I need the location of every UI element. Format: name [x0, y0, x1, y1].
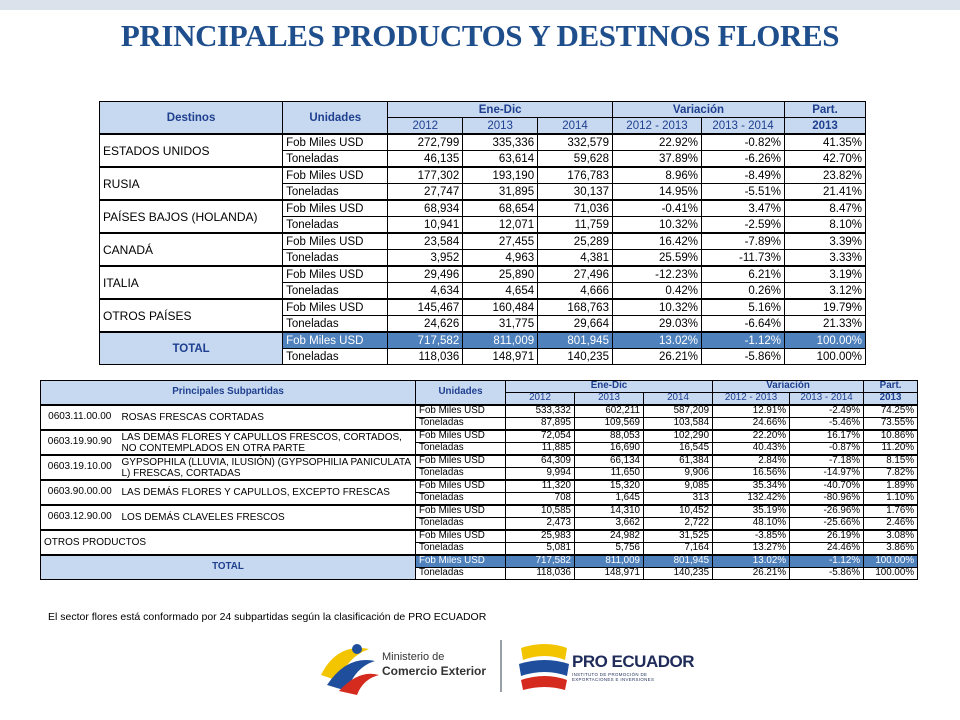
value-2013: 811,009: [463, 332, 538, 349]
header-var-2013-2014: 2013 - 2014: [702, 118, 785, 135]
value-2013: 15,320: [575, 480, 644, 493]
value-2012: 717,582: [388, 332, 463, 349]
value-2013: 66,134: [575, 455, 644, 468]
var-2013-2014: -7.89%: [702, 233, 785, 250]
subpartida-description: LAS DEMÁS FLORES Y CAPULLOS FRESCOS, CORTADOS, NO CONTEMPLADOS EN OTRA PARTE: [119, 430, 416, 455]
var-2013-2014: 0.26%: [702, 283, 785, 300]
value-2014: 29,664: [538, 316, 613, 333]
subpartida-description: ROSAS FRESCAS CORTADAS: [119, 405, 416, 430]
var-2012-2013: 24.66%: [713, 418, 790, 431]
header-2013: 2013: [575, 393, 644, 406]
unit-cell: Fob Miles USD: [416, 430, 506, 443]
value-2014: 31,525: [644, 530, 713, 543]
part-2013: 74.25%: [864, 405, 918, 418]
unit-cell: Fob Miles USD: [283, 134, 388, 151]
value-2012: 23,584: [388, 233, 463, 250]
unit-cell: Toneladas: [416, 518, 506, 531]
header-part: Part.: [785, 102, 866, 118]
part-2013: 1.76%: [864, 505, 918, 518]
table-row: [41, 430, 918, 443]
var-2012-2013: 10.32%: [612, 299, 701, 316]
var-2013-2014: -14.97%: [790, 468, 864, 481]
value-2014: 140,235: [644, 568, 713, 580]
unit-cell: Toneladas: [283, 250, 388, 267]
unit-cell: Toneladas: [283, 217, 388, 234]
var-2012-2013: 13.27%: [713, 543, 790, 556]
value-2013: 5,756: [575, 543, 644, 556]
var-2012-2013: 26.21%: [713, 568, 790, 580]
table-row: [41, 530, 918, 543]
var-2012-2013: 22.92%: [612, 134, 701, 151]
header-2012: 2012: [506, 393, 575, 406]
value-2012: 68,934: [388, 200, 463, 217]
table-row: [100, 266, 866, 283]
value-2014: 102,290: [644, 430, 713, 443]
var-2012-2013: 13.02%: [713, 555, 790, 568]
value-2012: 25,983: [506, 530, 575, 543]
var-2013-2014: -2.59%: [702, 217, 785, 234]
var-2013-2014: -5.51%: [702, 184, 785, 201]
value-2013: 14,310: [575, 505, 644, 518]
value-2012: 27,747: [388, 184, 463, 201]
part-2013: 7.82%: [864, 468, 918, 481]
var-2012-2013: 10.32%: [612, 217, 701, 234]
table-row: [41, 480, 918, 493]
var-2012-2013: -12.23%: [612, 266, 701, 283]
unit-cell: Fob Miles USD: [416, 480, 506, 493]
value-2014: 59,628: [538, 151, 613, 168]
value-2012: 118,036: [388, 349, 463, 365]
destinos-table: [99, 101, 866, 365]
header-part-year: 2013: [785, 118, 866, 135]
header-2014: 2014: [644, 393, 713, 406]
unit-cell: Fob Miles USD: [283, 167, 388, 184]
value-2014: 61,384: [644, 455, 713, 468]
part-2013: 3.33%: [785, 250, 866, 267]
var-2013-2014: -0.82%: [702, 134, 785, 151]
header-2012: 2012: [388, 118, 463, 135]
value-2013: 811,009: [575, 555, 644, 568]
unit-cell: Fob Miles USD: [283, 332, 388, 349]
var-2012-2013: 16.42%: [612, 233, 701, 250]
value-2013: 27,455: [463, 233, 538, 250]
value-2013: 109,569: [575, 418, 644, 431]
subpartida-code: 0603.90.00.00: [41, 480, 119, 505]
value-2013: 12,071: [463, 217, 538, 234]
var-2013-2014: 5.16%: [702, 299, 785, 316]
value-2013: 1,645: [575, 493, 644, 506]
unit-cell: Toneladas: [283, 151, 388, 168]
value-2014: 10,452: [644, 505, 713, 518]
unit-cell: Fob Miles USD: [416, 405, 506, 418]
var-2013-2014: -11.73%: [702, 250, 785, 267]
part-2013: 100.00%: [785, 349, 866, 365]
value-2014: 9,906: [644, 468, 713, 481]
header-destinos: Destinos: [100, 102, 283, 135]
var-2012-2013: 35.34%: [713, 480, 790, 493]
subpartida-code: 0603.19.90.90: [41, 430, 119, 455]
part-2013: 3.12%: [785, 283, 866, 300]
value-2014: 801,945: [644, 555, 713, 568]
unit-cell: Toneladas: [416, 493, 506, 506]
table-row: [41, 455, 918, 468]
unit-cell: Fob Miles USD: [416, 555, 506, 568]
var-2013-2014: -6.64%: [702, 316, 785, 333]
var-2013-2014: -5.86%: [702, 349, 785, 365]
value-2012: 29,496: [388, 266, 463, 283]
value-2013: 11,650: [575, 468, 644, 481]
header-variacion: Variación: [612, 102, 784, 118]
part-2013: 8.47%: [785, 200, 866, 217]
part-2013: 21.41%: [785, 184, 866, 201]
unit-cell: Fob Miles USD: [283, 299, 388, 316]
header-var-2013-2014: 2013 - 2014: [790, 393, 864, 406]
value-2013: 193,190: [463, 167, 538, 184]
ministerio-text: [382, 650, 486, 678]
part-2013: 100.00%: [864, 568, 918, 580]
value-2012: 5,081: [506, 543, 575, 556]
var-2013-2014: 6.21%: [702, 266, 785, 283]
part-2013: 3.08%: [864, 530, 918, 543]
header-subpartidas: Principales Subpartidas: [41, 381, 416, 406]
value-2012: 145,467: [388, 299, 463, 316]
part-2013: 1.10%: [864, 493, 918, 506]
header-2013: 2013: [463, 118, 538, 135]
subpartida-description: LOS DEMÁS CLAVELES FRESCOS: [119, 505, 416, 530]
value-2014: 103,584: [644, 418, 713, 431]
value-2014: 11,759: [538, 217, 613, 234]
value-2013: 4,654: [463, 283, 538, 300]
value-2012: 2,473: [506, 518, 575, 531]
ministerio-line1: Ministerio de: [382, 651, 445, 663]
total-row: [100, 332, 866, 349]
destination-name: ITALIA: [100, 266, 283, 299]
var-2013-2014: 24.46%: [790, 543, 864, 556]
var-2012-2013: -3.85%: [713, 530, 790, 543]
var-2013-2014: -7.18%: [790, 455, 864, 468]
value-2012: 717,582: [506, 555, 575, 568]
value-2012: 87,895: [506, 418, 575, 431]
var-2013-2014: -40.70%: [790, 480, 864, 493]
destination-name: ESTADOS UNIDOS: [100, 134, 283, 167]
value-2012: 72,054: [506, 430, 575, 443]
value-2014: 4,381: [538, 250, 613, 267]
value-2013: 63,614: [463, 151, 538, 168]
var-2013-2014: -1.12%: [702, 332, 785, 349]
value-2014: 7,164: [644, 543, 713, 556]
header-enedic: Ene-Dic: [506, 381, 713, 393]
var-2012-2013: 37.89%: [612, 151, 701, 168]
part-2013: 23.82%: [785, 167, 866, 184]
subpartidas-table: [40, 380, 918, 580]
unit-cell: Fob Miles USD: [416, 505, 506, 518]
var-2013-2014: -1.12%: [790, 555, 864, 568]
value-2012: 11,885: [506, 443, 575, 456]
part-2013: 11.20%: [864, 443, 918, 456]
proecuador-name: PRO ECUADOR: [572, 652, 695, 671]
part-2013: 19.79%: [785, 299, 866, 316]
table-row: [100, 134, 866, 151]
part-2013: 2.46%: [864, 518, 918, 531]
unit-cell: Toneladas: [416, 468, 506, 481]
value-2013: 24,982: [575, 530, 644, 543]
total-label: TOTAL: [100, 332, 283, 365]
proecuador-tagline-2: EXPORTACIONES E INVERSIONES: [572, 677, 655, 682]
header-part-year: 2013: [864, 393, 918, 406]
var-2012-2013: 26.21%: [612, 349, 701, 365]
value-2014: 71,036: [538, 200, 613, 217]
header-enedic: Ene-Dic: [388, 102, 613, 118]
var-2013-2014: -5.46%: [790, 418, 864, 431]
destination-name: RUSIA: [100, 167, 283, 200]
ministerio-line2: Comercio Exterior: [382, 664, 487, 678]
value-2013: 16,690: [575, 443, 644, 456]
header-var-2012-2013: 2012 - 2013: [612, 118, 701, 135]
header-unidades: Unidades: [283, 102, 388, 135]
proecuador-emblem-icon: [519, 644, 569, 690]
unit-cell: Toneladas: [416, 568, 506, 580]
value-2014: 176,783: [538, 167, 613, 184]
unit-cell: Toneladas: [283, 283, 388, 300]
value-2014: 16,545: [644, 443, 713, 456]
value-2012: 708: [506, 493, 575, 506]
value-2014: 168,763: [538, 299, 613, 316]
subpartida-description: LAS DEMÁS FLORES Y CAPULLOS, EXCEPTO FRESCAS: [119, 480, 416, 505]
var-2012-2013: 35.19%: [713, 505, 790, 518]
subpartida-code: 0603.19.10.00: [41, 455, 119, 480]
var-2013-2014: -0.87%: [790, 443, 864, 456]
total-label: TOTAL: [41, 555, 416, 580]
value-2013: 148,971: [463, 349, 538, 365]
part-2013: 42.70%: [785, 151, 866, 168]
proecuador-tagline-1: INSTITUTO DE PROMOCIÓN DE: [572, 672, 648, 677]
part-2013: 1.89%: [864, 480, 918, 493]
subpartida-description: GYPSOPHILA (LLUVIA, ILUSIÓN) (GYPSOPHILIA PANICULATA L) FRESCAS, CORTADAS: [119, 455, 416, 480]
part-2013: 8.10%: [785, 217, 866, 234]
value-2012: 4,634: [388, 283, 463, 300]
part-2013: 10.86%: [864, 430, 918, 443]
part-2013: 100.00%: [864, 555, 918, 568]
value-2012: 10,941: [388, 217, 463, 234]
table-row: [100, 167, 866, 184]
var-2013-2014: -5.86%: [790, 568, 864, 580]
var-2012-2013: 0.42%: [612, 283, 701, 300]
var-2012-2013: 29.03%: [612, 316, 701, 333]
var-2013-2014: 3.47%: [702, 200, 785, 217]
var-2012-2013: -0.41%: [612, 200, 701, 217]
var-2013-2014: -25.66%: [790, 518, 864, 531]
destination-name: CANADÁ: [100, 233, 283, 266]
value-2014: 332,579: [538, 134, 613, 151]
var-2013-2014: -8.49%: [702, 167, 785, 184]
unit-cell: Fob Miles USD: [416, 530, 506, 543]
total-row: [41, 555, 918, 568]
subpartida-code: 0603.12.90.00: [41, 505, 119, 530]
unit-cell: Toneladas: [416, 443, 506, 456]
footnote: El sector flores está conformado por 24 subpartidas según la clasificación de PRO ECUADOR: [48, 611, 487, 623]
var-2013-2014: -6.26%: [702, 151, 785, 168]
var-2013-2014: -80.96%: [790, 493, 864, 506]
unit-cell: Toneladas: [416, 418, 506, 431]
proecuador-text: [572, 652, 694, 682]
value-2014: 9,085: [644, 480, 713, 493]
value-2014: 313: [644, 493, 713, 506]
unit-cell: Toneladas: [416, 543, 506, 556]
unit-cell: Fob Miles USD: [283, 200, 388, 217]
var-2012-2013: 14.95%: [612, 184, 701, 201]
var-2012-2013: 40.43%: [713, 443, 790, 456]
var-2013-2014: 16.17%: [790, 430, 864, 443]
value-2012: 24,626: [388, 316, 463, 333]
var-2012-2013: 132.42%: [713, 493, 790, 506]
unit-cell: Toneladas: [283, 184, 388, 201]
page-title: PRINCIPALES PRODUCTOS Y DESTINOS FLORES: [120, 18, 840, 53]
value-2012: 9,994: [506, 468, 575, 481]
var-2013-2014: -26.96%: [790, 505, 864, 518]
value-2014: 4,666: [538, 283, 613, 300]
header-2014: 2014: [538, 118, 613, 135]
unit-cell: Fob Miles USD: [283, 266, 388, 283]
value-2012: 10,585: [506, 505, 575, 518]
unit-cell: Fob Miles USD: [283, 233, 388, 250]
table-row: [100, 233, 866, 250]
ministerio-emblem-icon: [321, 644, 379, 695]
value-2014: 25,289: [538, 233, 613, 250]
value-2012: 3,952: [388, 250, 463, 267]
value-2013: 31,775: [463, 316, 538, 333]
value-2013: 160,484: [463, 299, 538, 316]
var-2012-2013: 22.20%: [713, 430, 790, 443]
part-2013: 21.33%: [785, 316, 866, 333]
value-2012: 64,309: [506, 455, 575, 468]
value-2013: 25,890: [463, 266, 538, 283]
value-2013: 88,053: [575, 430, 644, 443]
value-2013: 3,662: [575, 518, 644, 531]
value-2014: 2,722: [644, 518, 713, 531]
var-2012-2013: 25.59%: [612, 250, 701, 267]
value-2013: 335,336: [463, 134, 538, 151]
part-2013: 41.35%: [785, 134, 866, 151]
unit-cell: Toneladas: [283, 349, 388, 365]
subpartida-code: 0603.11.00.00: [41, 405, 119, 430]
part-2013: 8.15%: [864, 455, 918, 468]
destination-name: PAÍSES BAJOS (HOLANDA): [100, 200, 283, 233]
value-2014: 27,496: [538, 266, 613, 283]
header-part: Part.: [864, 381, 918, 393]
unit-cell: Toneladas: [283, 316, 388, 333]
value-2013: 68,654: [463, 200, 538, 217]
part-2013: 3.86%: [864, 543, 918, 556]
value-2014: 801,945: [538, 332, 613, 349]
part-2013: 73.55%: [864, 418, 918, 431]
table-row: [41, 405, 918, 418]
value-2012: 118,036: [506, 568, 575, 580]
value-2014: 587,209: [644, 405, 713, 418]
var-2013-2014: -2.49%: [790, 405, 864, 418]
value-2012: 177,302: [388, 167, 463, 184]
value-2012: 46,135: [388, 151, 463, 168]
value-2013: 4,963: [463, 250, 538, 267]
value-2014: 30,137: [538, 184, 613, 201]
value-2012: 533,332: [506, 405, 575, 418]
destination-name: OTROS PAÍSES: [100, 299, 283, 332]
var-2012-2013: 12.91%: [713, 405, 790, 418]
logo-divider: [500, 640, 502, 692]
var-2013-2014: 26.19%: [790, 530, 864, 543]
subpartida-description: OTROS PRODUCTOS: [41, 530, 416, 555]
value-2014: 140,235: [538, 349, 613, 365]
var-2012-2013: 13.02%: [612, 332, 701, 349]
part-2013: 100.00%: [785, 332, 866, 349]
header-unidades: Unidades: [416, 381, 506, 406]
table-row: [41, 505, 918, 518]
value-2012: 11,320: [506, 480, 575, 493]
var-2012-2013: 8.96%: [612, 167, 701, 184]
var-2012-2013: 16.56%: [713, 468, 790, 481]
value-2013: 148,971: [575, 568, 644, 580]
var-2012-2013: 48.10%: [713, 518, 790, 531]
part-2013: 3.19%: [785, 266, 866, 283]
top-band: [0, 0, 960, 10]
part-2013: 3.39%: [785, 233, 866, 250]
table-row: [100, 299, 866, 316]
table-row: [100, 200, 866, 217]
value-2012: 272,799: [388, 134, 463, 151]
header-var-2012-2013: 2012 - 2013: [713, 393, 790, 406]
value-2013: 31,895: [463, 184, 538, 201]
value-2013: 602,211: [575, 405, 644, 418]
unit-cell: Fob Miles USD: [416, 455, 506, 468]
header-variacion: Variación: [713, 381, 864, 393]
var-2012-2013: 2.84%: [713, 455, 790, 468]
